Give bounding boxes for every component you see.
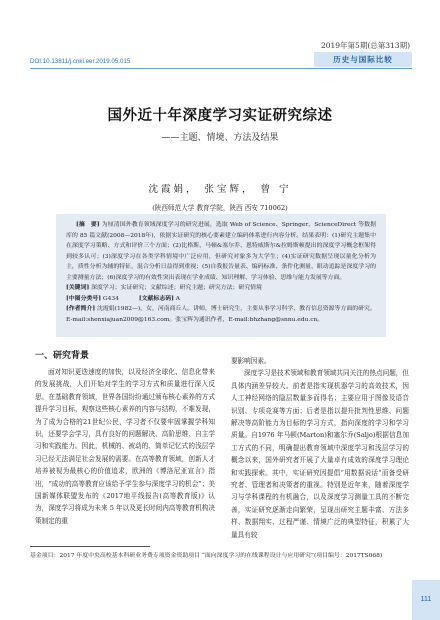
doc-code-value: A <box>175 295 181 302</box>
body-paragraph: 深度学习是技术领域和教育领域共同关注的热点问题，但具体内涵差异较大。前者是指实现机器学习的高效技术，因人工神经网络的隐层数量多而得名；主要应用于图像及语音识别、专项竞赛等方面；后者是指以提升批判性思维、问题解决等高阶能力为目标的学习方式，指向深度的学习和学习质量。自1976 年马顿(Marton)和塞尔乔(Saljo)根据信息加工方式的不同，明确提出教育领域中深度学习和浅层学习的概念以来，国外研究者开展了大量卓有成效的深度学习理论和实践探索。其中，实证研究因提倡“用数据说话”而备受研究者、管理者和决策者的重视。特别是近年来，随着深度学习与学科课程的有机融合，以及深度学习测量工具的不断完善，实证研究逐渐走向繁荣，呈现出研究主题丰富、方法多样、数据翔实、过程严谨、情境广泛的典型特征，积累了大量具有较 <box>231 369 409 539</box>
article-affiliation: (陕西师范大学 教育学院，陕西 西安 710062) <box>152 204 288 212</box>
footnote: 基金项目：2017 年度中央高校基本科研业务费专项资金资助项目 “面向深度学习的在线课程设计与应用研究”(项目编号：2017TS068) <box>30 553 383 559</box>
column-badge: 历史与国际比较 <box>314 52 412 67</box>
abstract-label: [摘 要] <box>76 221 100 228</box>
article-subtitle: ——主题、情境、方法及结果 <box>161 133 279 143</box>
header-rule <box>30 68 412 69</box>
left-column <box>35 348 215 527</box>
author-info-line <box>66 304 376 325</box>
issue-label: 2019年第5期(总第313期) <box>320 41 410 50</box>
classification-line <box>66 294 376 305</box>
keywords-text: 深度学习；实证研究；文献综述；研究主题；研究方法；研究情境 <box>91 285 262 291</box>
keywords-line <box>66 283 376 294</box>
right-column <box>231 355 409 541</box>
clc-value: G434 <box>102 295 119 302</box>
article-title: 国外近十年深度学习实证研究综述 <box>107 107 333 124</box>
page-number: 111 <box>412 580 440 620</box>
abstract-box <box>56 214 386 337</box>
doc-code-item <box>139 294 180 305</box>
abstract-paragraph <box>66 220 376 283</box>
doi-link[interactable]: DOI:10.13811/j.cnki.eer.2019.05.015 <box>30 58 131 65</box>
author-info-text: 沈霞娟(1982—)，女，河南商丘人。讲师，博士研究生，主要从事学习科学、教育信息资源等方面的研究。E-mail:shenxiajuan2009@163.com。张宝辉为通讯作者，E-mail:bhzhang@snnu.edu.cn。 <box>66 306 376 323</box>
keywords-label: [关键词] <box>66 284 90 291</box>
article-authors: 沈霞娟， 张宝辉， 曾 宁 <box>148 184 292 195</box>
body-paragraph-continued: 要影响因素。 <box>231 357 271 365</box>
footnote-rule <box>30 546 150 547</box>
abstract-text: 为厘清国外教育领域深度学习的研究进展，选取 Web of Science、Springer、ScienceDirect 等数据库的 85 篇文献(2008—2018年)，依据实证研究的核心要素建立编码体系进行内容分析。结果表明：(1)研究主题集中在深度学习策略、方式和评价三个方面；(2)比格斯、马顿&塞尔乔、恩特威斯尔&拉姆斯顿提出的深度学习概念框架得到较多认可；(3)深度学习在各类学科情境中广泛应用，但研究对象多为大学生；(4)实证研究数据呈现以量化分析为主，质性分析为辅的特征，混合分析日益得到重视；(5)自我报告量表、编码标准、条件化测量、眼动追踪是深度学习的主要测量方法；(6)深度学习的有效性突出表现在学业成绩、知识理解、学习体验、思维与能力发展等方面。 <box>66 222 377 281</box>
body-paragraph: 面对知识更迭速度的加快，以及经济全球化、信息化带来的发展挑战，人们开始对学生的学习方式和质量进行深入反思。在基础教育领域，世界各国纷纷通过颁布核心素养的方式提升学习目标，观察这些核心素养的内容与结构，不难发现，为了成为合格的21世纪公民，学习者不仅要牢固掌握学科知识，还要学会学习，具有良好的问题解决、高阶思维、自主学习和实践能力。因此，机械的、被动的、简单记忆式的浅层学习已经无法满足社会发展的需要。在高等教育领域，创新人才培养被视为最核心的价值追求，欧洲的《博洛尼亚宣言》指出，“成功的高等教育应该给予学生参与深度学习的机会”；美国新媒体联盟发布的《2017地平线报告(高等教育版)》认为，深度学习将成为未来 5 年以及更长时间内高等教育机构决策制定的重 <box>35 368 215 525</box>
clc-item <box>66 294 119 305</box>
author-info-label: [作者简介] <box>66 305 96 312</box>
doc-code-label: [文献标志码] <box>138 294 174 302</box>
section-heading: 一、研究背景 <box>35 351 90 361</box>
clc-label: [中图分类号] <box>66 294 102 302</box>
